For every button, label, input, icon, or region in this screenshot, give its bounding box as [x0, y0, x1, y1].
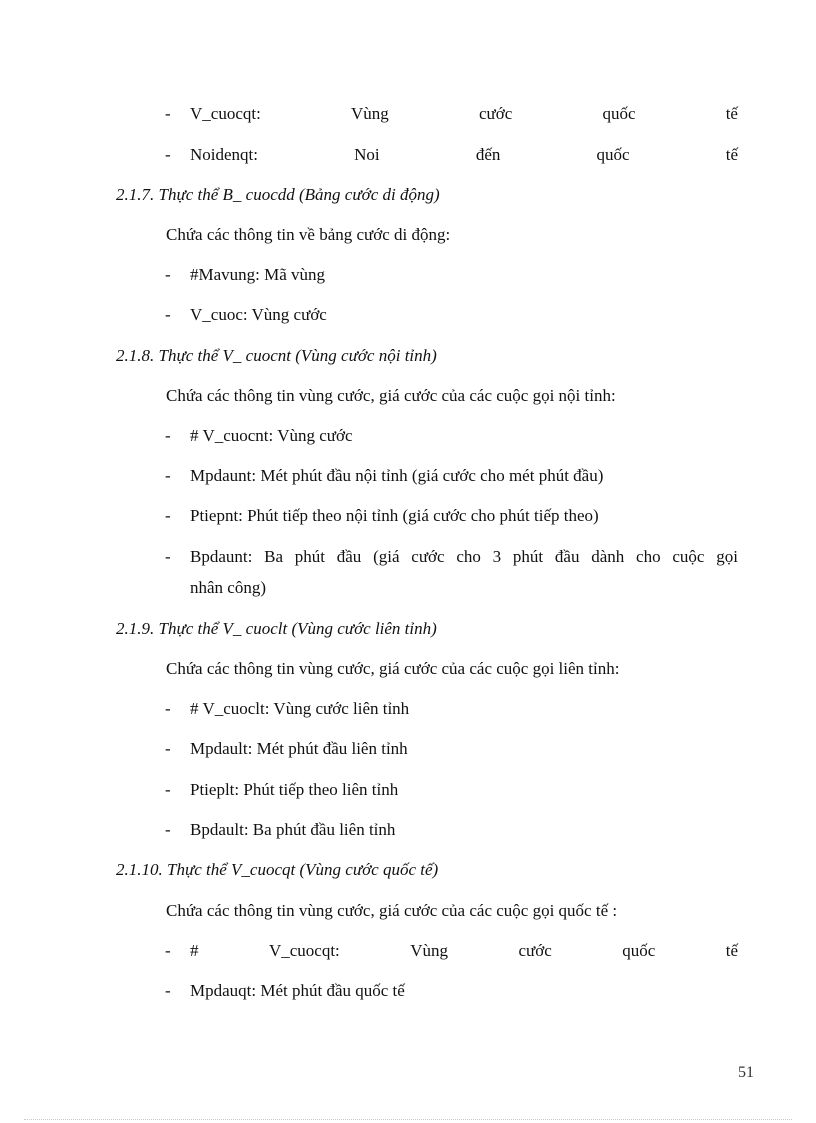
bullet-dash: -	[165, 820, 171, 839]
bullet-dash: -	[165, 426, 171, 445]
section-heading-2-1-7: 2.1.7. Thực thể B_ cuocdd (Bảng cước di động)	[116, 185, 440, 204]
word: #	[190, 941, 199, 960]
bullet-dash: -	[165, 104, 171, 123]
list-item: Ptieplt: Phút tiếp theo liên tỉnh	[190, 780, 399, 799]
word: tế	[725, 104, 738, 123]
section-heading-2-1-9: 2.1.9. Thực thể V_ cuoclt (Vùng cước liên tỉnh)	[116, 619, 437, 638]
word: cước	[478, 104, 513, 123]
list-item: #Mavung: Mã vùng	[190, 265, 326, 284]
word: 3	[492, 547, 502, 566]
word: đầu	[554, 547, 580, 566]
list-item: Ptiepnt: Phút tiếp theo nội tỉnh (giá cước cho phút tiếp theo)	[190, 506, 599, 525]
page-number: 51	[738, 1064, 754, 1078]
word: cho	[636, 547, 661, 566]
word: Noidenqt:	[190, 145, 258, 164]
word: cho	[456, 547, 481, 566]
bullet-dash: -	[165, 145, 171, 164]
word: quốc	[596, 145, 630, 164]
bullet-dash: -	[165, 265, 171, 284]
word: cuộc	[672, 547, 705, 566]
word: đầu	[336, 547, 362, 566]
bullet-dash: -	[165, 466, 171, 485]
word: V_cuocqt:	[190, 104, 261, 123]
word: gọi	[716, 547, 738, 566]
word: phút	[512, 547, 544, 566]
list-item: Mpdaunt: Mét phút đầu nội tỉnh (giá cước cho mét phút đầu)	[190, 466, 604, 485]
bullet-dash: -	[165, 699, 171, 718]
word: (giá	[373, 547, 400, 566]
word: đến	[475, 145, 501, 164]
word: cước	[411, 547, 445, 566]
section-heading-2-1-8: 2.1.8. Thực thể V_ cuocnt (Vùng cước nội tỉnh)	[116, 346, 437, 365]
word: cước	[518, 941, 552, 960]
list-item-continuation: nhân công)	[190, 578, 267, 597]
word: tế	[725, 145, 738, 164]
bullet-dash: -	[165, 941, 171, 960]
word: Noi	[354, 145, 380, 164]
list-item: Mpdauqt: Mét phút đầu quốc tế	[190, 981, 405, 1000]
list-item: V_cuoc: Vùng cước	[190, 305, 327, 324]
word: quốc	[622, 941, 656, 960]
justified-line-noidenqt	[190, 144, 738, 166]
word: V_cuocqt:	[268, 941, 340, 960]
word: tế	[725, 941, 738, 960]
word: Ba	[264, 547, 283, 566]
page-bottom-rule	[24, 1119, 792, 1120]
list-item: Bpdault: Ba phút đầu liên tỉnh	[190, 820, 396, 839]
justified-line-vcuocqt	[190, 103, 738, 125]
section-intro: Chứa các thông tin vùng cước, giá cước của các cuộc gọi liên tỉnh:	[166, 659, 620, 678]
word: Vùng	[410, 941, 449, 960]
bullet-dash: -	[165, 739, 171, 758]
bullet-dash: -	[165, 780, 171, 799]
section-intro: Chứa các thông tin về bảng cước di động:	[166, 225, 451, 244]
bullet-dash: -	[165, 305, 171, 324]
word: dành	[591, 547, 625, 566]
bullet-dash: -	[165, 547, 171, 566]
list-item: Mpdault: Mét phút đầu liên tỉnh	[190, 739, 408, 758]
word: Bpdaunt:	[190, 547, 253, 566]
section-heading-2-1-10: 2.1.10. Thực thể V_cuocqt (Vùng cước quốc tế)	[116, 860, 439, 879]
word: Vùng	[351, 104, 389, 123]
section-intro: Chứa các thông tin vùng cước, giá cước của các cuộc gọi quốc tế :	[166, 901, 618, 920]
list-item: # V_cuoclt: Vùng cước liên tỉnh	[190, 699, 410, 718]
section-intro: Chứa các thông tin vùng cước, giá cước của các cuộc gọi nội tỉnh:	[166, 386, 616, 405]
word: quốc	[602, 104, 636, 123]
word: phút	[294, 547, 325, 566]
bullet-dash: -	[165, 981, 171, 1000]
list-item: # V_cuocnt: Vùng cước	[190, 426, 353, 445]
justified-line-vcuocqt-key	[190, 940, 738, 962]
bullet-dash: -	[165, 506, 171, 525]
justified-line-bpdaunt	[190, 546, 738, 568]
